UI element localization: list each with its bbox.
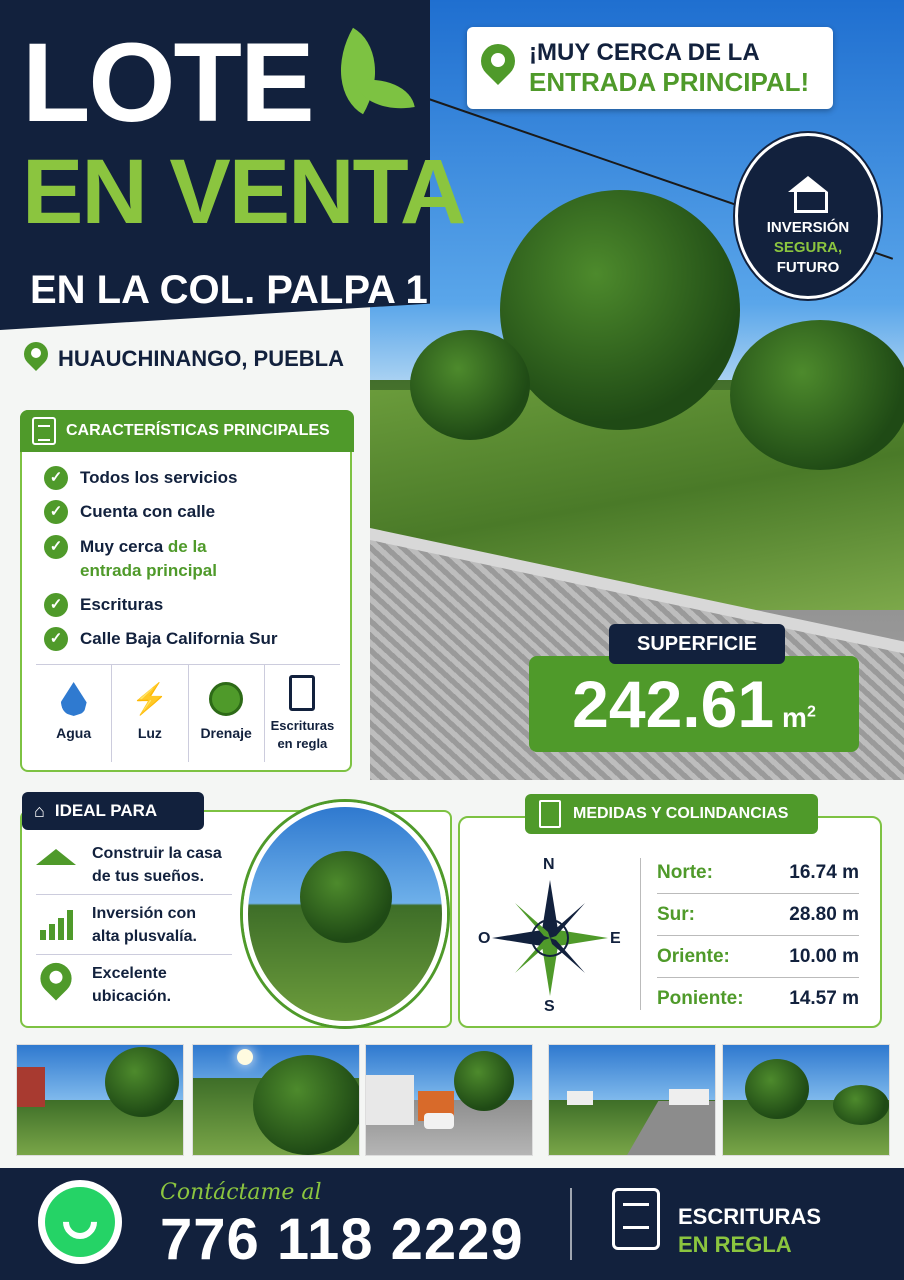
- growth-chart-icon: [36, 905, 76, 945]
- check-icon: ✓: [44, 500, 68, 524]
- thumbnail-photo: [365, 1044, 533, 1156]
- feature-text: Escrituras: [80, 595, 164, 614]
- badge-line3: FUTURO: [776, 259, 840, 276]
- service-label: Escrituras en regla: [270, 718, 335, 751]
- service-item: [189, 665, 265, 762]
- ideal-text: Excelente ubicación.: [92, 965, 172, 1005]
- investment-badge: [735, 133, 881, 299]
- divider: [36, 894, 232, 895]
- ideal-item: [36, 842, 242, 888]
- ideal-item: [36, 902, 222, 948]
- drainage-icon: [209, 682, 243, 716]
- compass-west: O: [478, 930, 491, 947]
- thumbnail-photo: [722, 1044, 890, 1156]
- service-item: [265, 665, 340, 762]
- thumbnail-photo: [192, 1044, 360, 1156]
- feature-text: Cuenta con calle: [80, 502, 216, 521]
- deeds-line2: EN REGLA: [678, 1232, 792, 1257]
- ideal-text: Inversión con alta plusvalía.: [92, 905, 197, 945]
- check-icon: ✓: [44, 593, 68, 617]
- measure-label: Oriente:: [657, 945, 730, 967]
- contact-label: Contáctame al: [160, 1180, 322, 1205]
- feature-text-part: Muy cerca: [80, 537, 168, 556]
- features-header: [20, 410, 354, 452]
- deeds-line1: ESCRITURAS: [678, 1204, 822, 1229]
- location-pin-icon: [481, 44, 515, 92]
- compass-south: S: [544, 998, 555, 1015]
- whatsapp-icon[interactable]: [38, 1180, 122, 1264]
- compass-rose: [478, 852, 621, 1016]
- measure-value: 10.00 m: [789, 945, 859, 967]
- title-line2: EN VENTA: [22, 141, 465, 243]
- services-row: [36, 664, 340, 762]
- measure-value: 16.74 m: [789, 861, 859, 883]
- callout-line1: ¡MUY CERCA DE LA: [529, 38, 760, 66]
- measure-row: [657, 852, 859, 894]
- location-text: HUAUCHINANGO, PUEBLA: [58, 346, 344, 371]
- badge-line1: INVERSIÓN: [766, 219, 850, 236]
- ideal-header-text: IDEAL PARA: [54, 801, 158, 820]
- surface-label: SUPERFICIE: [609, 624, 785, 664]
- service-label: Drenaje: [200, 725, 252, 741]
- thumbnail-photo: [548, 1044, 716, 1156]
- measure-row: [657, 894, 859, 936]
- feature-item: [44, 466, 237, 490]
- title-line3: EN LA COL. PALPA 1: [30, 268, 428, 312]
- measure-label: Sur:: [657, 903, 695, 925]
- surface-unit-sup: 2: [806, 703, 816, 721]
- feature-text-highlight: entrada principal: [80, 561, 217, 580]
- divider: [570, 1188, 572, 1260]
- surface-value-box: [529, 656, 859, 752]
- location: [24, 342, 344, 376]
- measure-row: [657, 978, 859, 1020]
- check-icon: ✓: [44, 627, 68, 651]
- feature-item: [44, 593, 163, 617]
- callout-box: [467, 27, 833, 109]
- document-icon: [289, 675, 315, 711]
- feature-item: [44, 535, 217, 583]
- service-item: [112, 665, 188, 762]
- plan-icon: [539, 800, 561, 828]
- features-card: [20, 410, 352, 772]
- ideal-header: [22, 792, 204, 830]
- divider: [36, 954, 232, 955]
- location-pin-icon: [24, 342, 48, 376]
- thumbnail-photo: [16, 1044, 184, 1156]
- measure-value: 28.80 m: [789, 903, 859, 925]
- ideal-item: [36, 962, 192, 1008]
- compass-north: N: [543, 856, 555, 873]
- surface-unit: [782, 702, 816, 734]
- measures-header: [525, 794, 818, 834]
- house-icon: ⌂: [34, 800, 45, 821]
- measure-value: 14.57 m: [789, 988, 859, 1009]
- features-header-text: CARACTERÍSTICAS PRINCIPALES: [66, 422, 330, 439]
- measure-label: Poniente:: [657, 988, 744, 1009]
- measure-row: [657, 936, 859, 978]
- feature-text: Todos los servicios: [80, 468, 238, 487]
- house-icon: [786, 176, 830, 210]
- service-label: Agua: [56, 725, 92, 741]
- feature-item: [44, 627, 277, 651]
- document-icon: [612, 1188, 660, 1250]
- checklist-icon: [32, 417, 56, 445]
- measures-header-text: MEDIDAS Y COLINDANCIAS: [573, 805, 789, 822]
- divider: [640, 858, 641, 1010]
- feature-item: [44, 500, 215, 524]
- ideal-text: Construir la casa de tus sueños.: [92, 845, 222, 885]
- location-pin-icon: [40, 963, 71, 1007]
- phone-number[interactable]: 776 118 2229: [160, 1207, 524, 1272]
- surface-value: 242.61: [572, 667, 775, 741]
- compass-star-icon: [490, 878, 610, 998]
- badge-line2: SEGURA,: [773, 239, 843, 256]
- service-label: Luz: [137, 725, 162, 741]
- feature-text: [80, 535, 217, 583]
- lightning-icon: ⚡: [131, 682, 169, 716]
- feature-text: Calle Baja California Sur: [80, 629, 278, 648]
- service-item: [36, 665, 112, 762]
- check-icon: ✓: [44, 466, 68, 490]
- circle-photo: [243, 802, 447, 1026]
- water-drop-icon: [61, 682, 87, 716]
- house-icon: [36, 845, 76, 885]
- callout-line2: ENTRADA PRINCIPAL!: [529, 66, 810, 97]
- compass-east: E: [610, 930, 621, 947]
- measure-label: Norte:: [657, 861, 713, 883]
- feature-text-highlight: de la: [167, 537, 207, 556]
- surface-unit-text: m: [782, 702, 807, 733]
- title-line1: LOTE: [22, 20, 313, 145]
- check-icon: ✓: [44, 535, 68, 559]
